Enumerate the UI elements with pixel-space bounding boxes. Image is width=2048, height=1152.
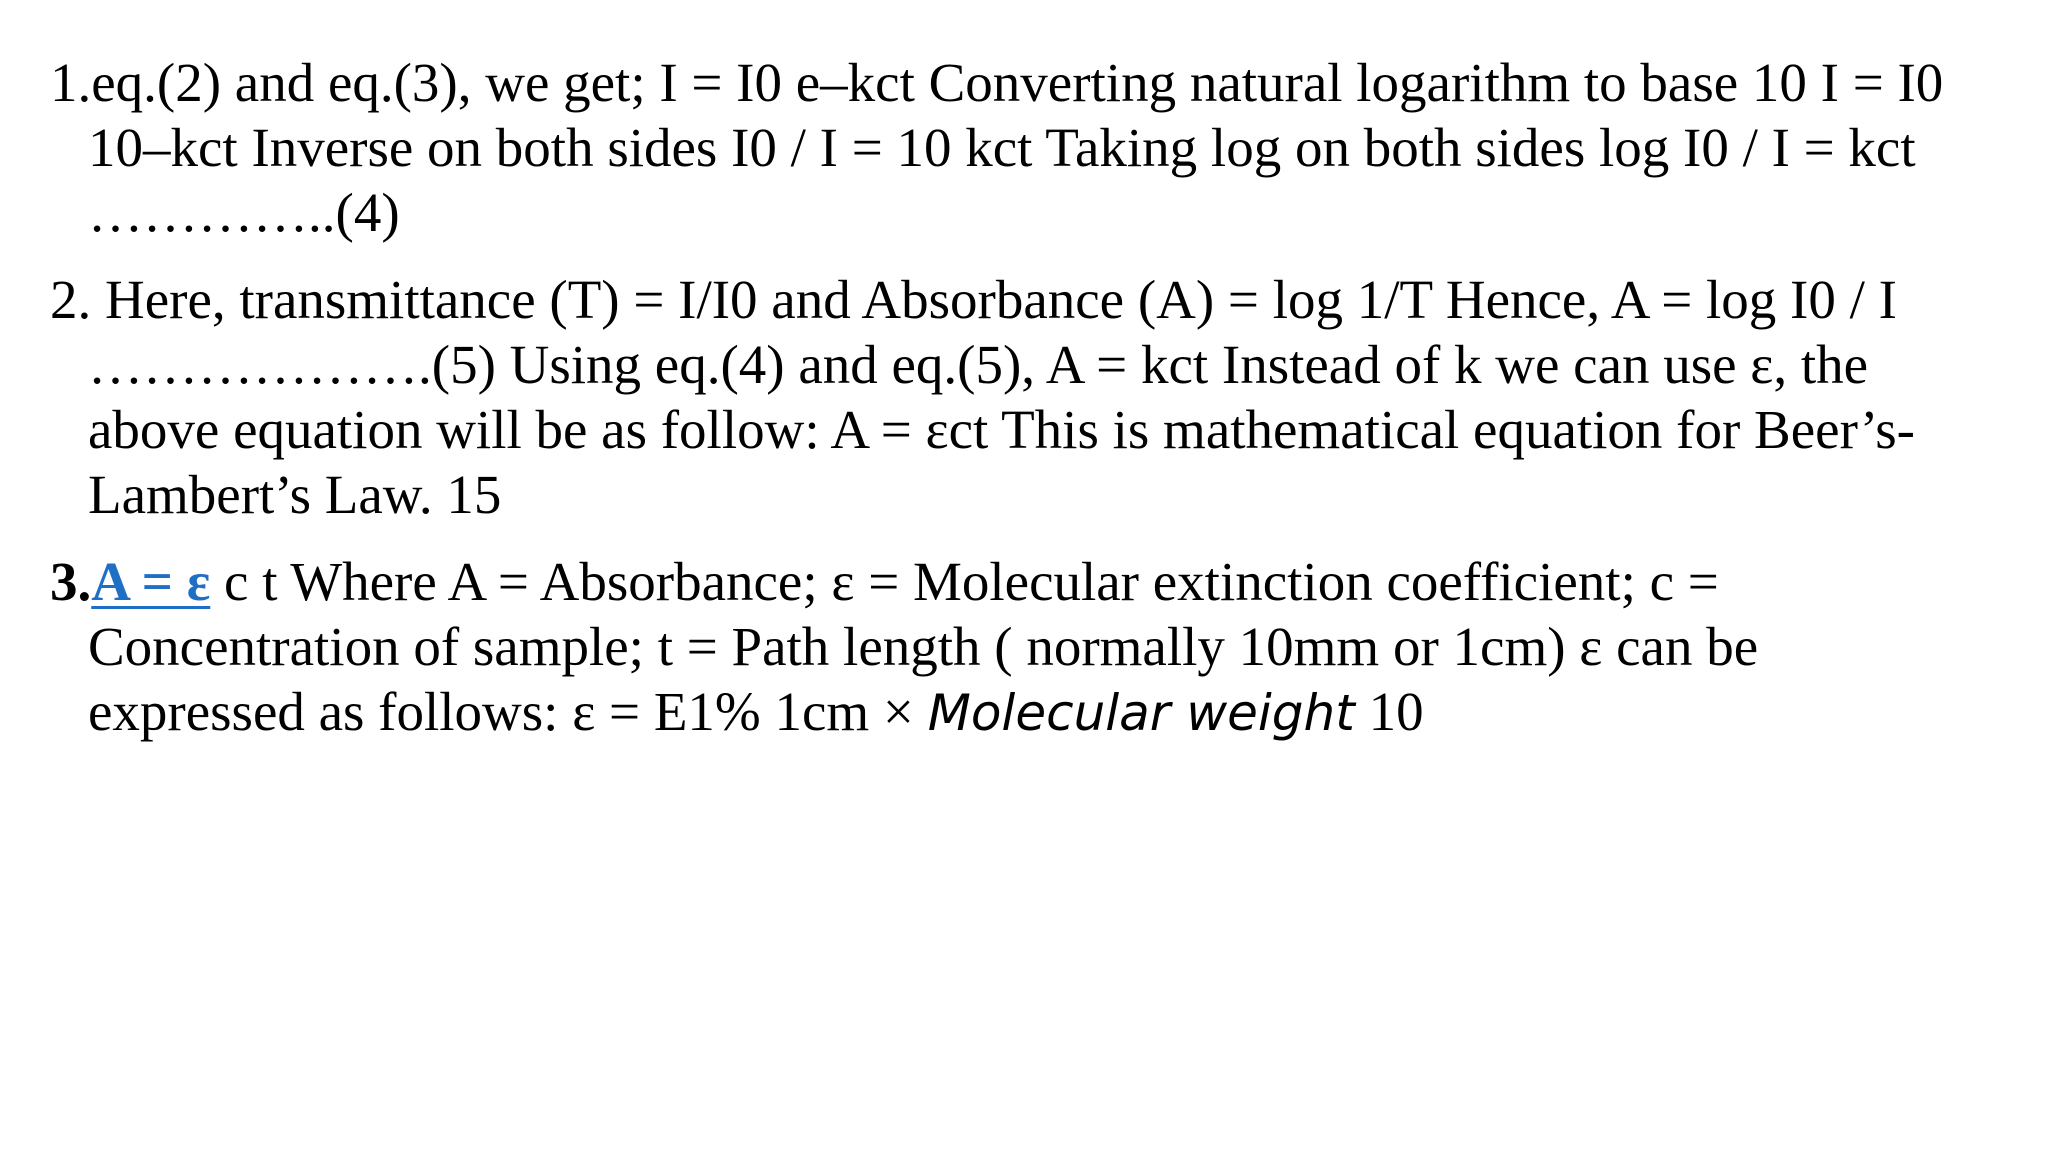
list-item-3-tail: 10 [1354,681,1424,742]
list-item-2 [50,267,1950,527]
list-item-3 [50,549,1950,746]
molecular-weight-math: Molecular weight [927,684,1355,742]
list-item-1-number: 1. [50,52,92,113]
slide-content [50,50,1950,768]
list-item-1 [50,50,1950,245]
list-item-3-number: 3. [50,551,92,612]
list-item-2-number: 2. [50,269,92,330]
list-item-1-text: eq.(2) and eq.(3), we get; I = I0 e–kct Converting natural logarithm to base 10 I = I0 10–kct Inverse on both sides I0 / I = 10 kct Taking log on both sides log I0 / I = kct …………..(4) [88,52,1944,243]
list-item-2-text: Here, transmittance (T) = I/I0 and Absorbance (A) = log 1/T Hence, A = log I0 / I ……………….(5) Using eq.(4) and eq.(5), A = kct Instead of k we can use ε, the above equation will be as follow: A = εct This is mathematical equation for Beer’s- Lambert’s Law. 15 [88,269,1915,525]
beer-lambert-formula-link[interactable]: A = ε [91,551,211,612]
list-item-3-text: c t Where A = Absorbance; ε = Molecular extinction coefficient; c = Concentration of sample; t = Path length ( normally 10mm or 1cm) ε can be expressed as follows: ε = E1% 1cm × [88,551,1759,742]
